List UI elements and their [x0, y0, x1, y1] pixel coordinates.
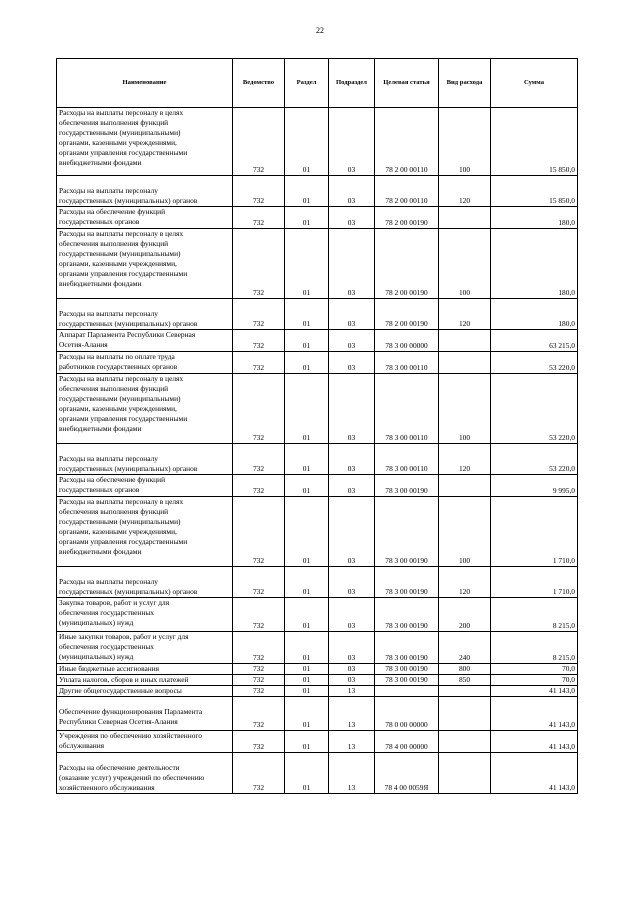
table-row — [57, 299, 578, 330]
table-row — [57, 664, 578, 675]
row-subsection: 03 — [329, 497, 375, 567]
row-type — [439, 686, 491, 697]
table-row — [57, 444, 578, 475]
row-subsection: 03 — [329, 444, 375, 475]
row-sum: 53 220,0 — [491, 444, 578, 475]
row-subsection: 13 — [329, 686, 375, 697]
row-sum: 180,0 — [491, 229, 578, 299]
row-section: 01 — [285, 229, 329, 299]
row-sum: 15 850,0 — [491, 108, 578, 176]
row-section: 01 — [285, 697, 329, 731]
row-dept: 732 — [233, 632, 285, 664]
row-section: 01 — [285, 753, 329, 794]
row-name: Закупка товаров, работ и услуг для обеспечения государственных (муниципальных) нужд — [57, 598, 233, 632]
row-section: 01 — [285, 108, 329, 176]
row-dept: 732 — [233, 731, 285, 753]
row-dept: 732 — [233, 675, 285, 686]
row-type — [439, 731, 491, 753]
row-target: 78 3 00 00190 — [375, 598, 439, 632]
row-target — [375, 686, 439, 697]
row-subsection: 13 — [329, 697, 375, 731]
row-type: 120 — [439, 567, 491, 598]
row-sum: 180,0 — [491, 207, 578, 229]
row-dept: 732 — [233, 108, 285, 176]
row-name: Расходы на выплаты персоналу в целях обеспечения выполнения функций государственными (муниципальными) органами, казенными учреждениями, органами управления государственными внебюджетными фондами — [57, 497, 233, 567]
row-name: Обеспечение функционирования Парламента Республики Северная Осетия-Алания — [57, 697, 233, 731]
row-section: 01 — [285, 632, 329, 664]
table-row — [57, 497, 578, 567]
row-name: Расходы на выплаты персоналу государственных (муниципальных) органов — [57, 567, 233, 598]
header-name: Наименование — [57, 59, 233, 108]
row-name: Расходы на выплаты по оплате труда работников государственных органов — [57, 352, 233, 374]
row-name: Расходы на выплаты персоналу государственных (муниципальных) органов — [57, 176, 233, 207]
row-subsection: 03 — [329, 632, 375, 664]
table-row — [57, 675, 578, 686]
row-sum: 15 850,0 — [491, 176, 578, 207]
row-dept: 732 — [233, 686, 285, 697]
row-dept: 732 — [233, 352, 285, 374]
row-target: 78 2 00 00190 — [375, 229, 439, 299]
row-dept: 732 — [233, 299, 285, 330]
row-name: Расходы на обеспечение функций государственных органов — [57, 475, 233, 497]
row-name: Расходы на выплаты персоналу государственных (муниципальных) органов — [57, 299, 233, 330]
row-target: 78 3 00 00190 — [375, 567, 439, 598]
row-section: 01 — [285, 475, 329, 497]
row-type — [439, 207, 491, 229]
row-sum: 41 143,0 — [491, 686, 578, 697]
table-row — [57, 475, 578, 497]
row-name: Иные бюджетные ассигнования — [57, 664, 233, 675]
row-dept: 732 — [233, 598, 285, 632]
row-subsection: 03 — [329, 108, 375, 176]
row-name: Расходы на обеспечение деятельности (оказание услуг) учреждений по обеспечению хозяйственного обслуживания — [57, 753, 233, 794]
row-type — [439, 475, 491, 497]
row-dept: 732 — [233, 374, 285, 444]
row-type: 100 — [439, 374, 491, 444]
row-sum: 41 143,0 — [491, 731, 578, 753]
budget-table — [56, 58, 578, 794]
row-target: 78 2 00 00110 — [375, 108, 439, 176]
row-section: 01 — [285, 731, 329, 753]
row-sum: 1 710,0 — [491, 567, 578, 598]
row-subsection: 03 — [329, 475, 375, 497]
row-section: 01 — [285, 374, 329, 444]
row-sum: 1 710,0 — [491, 497, 578, 567]
row-type — [439, 697, 491, 731]
row-name: Расходы на выплаты персоналу государственных (муниципальных) органов — [57, 444, 233, 475]
header-subsection: Подраздел — [329, 59, 375, 108]
row-name: Расходы на выплаты персоналу в целях обеспечения выполнения функций государственными (муниципальными) органами, казенными учреждениями, органами управления государственными внебюджетными фондами — [57, 374, 233, 444]
table-header-row — [57, 59, 578, 108]
row-dept: 732 — [233, 207, 285, 229]
row-sum: 9 995,0 — [491, 475, 578, 497]
table-row — [57, 207, 578, 229]
row-section: 01 — [285, 176, 329, 207]
row-name: Расходы на выплаты персоналу в целях обеспечения выполнения функций государственными (муниципальными) органами, казенными учреждениями, органами управления государственными внебюджетными фондами — [57, 108, 233, 176]
row-section: 01 — [285, 352, 329, 374]
table-row — [57, 330, 578, 352]
row-target: 78 3 00 00000 — [375, 330, 439, 352]
row-dept: 732 — [233, 176, 285, 207]
table-row — [57, 229, 578, 299]
row-type — [439, 330, 491, 352]
table-row — [57, 108, 578, 176]
row-section: 01 — [285, 444, 329, 475]
table-row — [57, 567, 578, 598]
row-type: 100 — [439, 108, 491, 176]
row-target: 78 2 00 00190 — [375, 207, 439, 229]
row-section: 01 — [285, 330, 329, 352]
table-row — [57, 374, 578, 444]
row-dept: 732 — [233, 753, 285, 794]
row-type: 800 — [439, 664, 491, 675]
row-name: Учреждения по обеспечению хозяйственного обслуживания — [57, 731, 233, 753]
row-subsection: 03 — [329, 330, 375, 352]
row-section: 01 — [285, 497, 329, 567]
row-sum: 41 143,0 — [491, 697, 578, 731]
row-dept: 732 — [233, 229, 285, 299]
row-sum: 70,0 — [491, 675, 578, 686]
row-dept: 732 — [233, 330, 285, 352]
row-type — [439, 352, 491, 374]
row-subsection: 03 — [329, 598, 375, 632]
row-sum: 8 215,0 — [491, 598, 578, 632]
row-target: 78 2 00 00110 — [375, 176, 439, 207]
row-name: Иные закупки товаров, работ и услуг для обеспечения государственных (муниципальных) нужд — [57, 632, 233, 664]
row-sum: 53 220,0 — [491, 374, 578, 444]
table-row — [57, 686, 578, 697]
row-type — [439, 753, 491, 794]
row-sum: 70,0 — [491, 664, 578, 675]
row-type: 120 — [439, 444, 491, 475]
row-subsection: 03 — [329, 664, 375, 675]
table-row — [57, 731, 578, 753]
row-dept: 732 — [233, 697, 285, 731]
table-row — [57, 352, 578, 374]
row-target: 78 4 00 0059Я — [375, 753, 439, 794]
row-section: 01 — [285, 675, 329, 686]
row-target: 78 3 00 00190 — [375, 675, 439, 686]
row-name: Расходы на выплаты персоналу в целях обеспечения выполнения функций государственными (муниципальными) органами, казенными учреждениями, органами управления государственными внебюджетными фондами — [57, 229, 233, 299]
row-dept: 732 — [233, 664, 285, 675]
row-sum: 63 215,0 — [491, 330, 578, 352]
row-type: 200 — [439, 598, 491, 632]
row-target: 78 3 00 00190 — [375, 632, 439, 664]
row-type: 240 — [439, 632, 491, 664]
row-type: 100 — [439, 497, 491, 567]
row-subsection: 03 — [329, 176, 375, 207]
row-dept: 732 — [233, 475, 285, 497]
row-section: 01 — [285, 686, 329, 697]
header-type: Вид расхода — [439, 59, 491, 108]
row-target: 78 4 00 00000 — [375, 731, 439, 753]
row-subsection: 03 — [329, 374, 375, 444]
table-row — [57, 598, 578, 632]
row-target: 78 3 00 00190 — [375, 475, 439, 497]
row-name: Аппарат Парламента Республики Северная Осетия-Алания — [57, 330, 233, 352]
row-name: Уплата налогов, сборов и иных платежей — [57, 675, 233, 686]
row-target: 78 3 00 00110 — [375, 374, 439, 444]
row-sum: 8 215,0 — [491, 632, 578, 664]
table-row — [57, 632, 578, 664]
row-subsection: 03 — [329, 675, 375, 686]
header-sum: Сумма — [491, 59, 578, 108]
header-dept: Ведомство — [233, 59, 285, 108]
row-subsection: 03 — [329, 207, 375, 229]
row-section: 01 — [285, 207, 329, 229]
header-section: Раздел — [285, 59, 329, 108]
row-subsection: 13 — [329, 731, 375, 753]
row-target: 78 0 00 00000 — [375, 697, 439, 731]
row-type: 120 — [439, 299, 491, 330]
row-target: 78 3 00 00110 — [375, 444, 439, 475]
row-target: 78 3 00 00190 — [375, 497, 439, 567]
row-dept: 732 — [233, 444, 285, 475]
row-dept: 732 — [233, 567, 285, 598]
row-sum: 41 143,0 — [491, 753, 578, 794]
row-type: 100 — [439, 229, 491, 299]
row-type: 850 — [439, 675, 491, 686]
row-target: 78 3 00 00190 — [375, 664, 439, 675]
table-row — [57, 753, 578, 794]
row-section: 01 — [285, 567, 329, 598]
row-sum: 53 220,0 — [491, 352, 578, 374]
row-name: Расходы на обеспечение функций государственных органов — [57, 207, 233, 229]
row-section: 01 — [285, 598, 329, 632]
row-type: 120 — [439, 176, 491, 207]
row-subsection: 13 — [329, 753, 375, 794]
table-row — [57, 176, 578, 207]
row-section: 01 — [285, 299, 329, 330]
row-dept: 732 — [233, 497, 285, 567]
row-section: 01 — [285, 664, 329, 675]
header-target: Целевая статья — [375, 59, 439, 108]
row-sum: 180,0 — [491, 299, 578, 330]
row-subsection: 03 — [329, 229, 375, 299]
row-target: 78 2 00 00190 — [375, 299, 439, 330]
row-subsection: 03 — [329, 567, 375, 598]
page-number: 22 — [316, 26, 324, 35]
table-row — [57, 697, 578, 731]
row-subsection: 03 — [329, 352, 375, 374]
row-subsection: 03 — [329, 299, 375, 330]
row-target: 78 3 00 00110 — [375, 352, 439, 374]
row-name: Другие общегосударственные вопросы — [57, 686, 233, 697]
